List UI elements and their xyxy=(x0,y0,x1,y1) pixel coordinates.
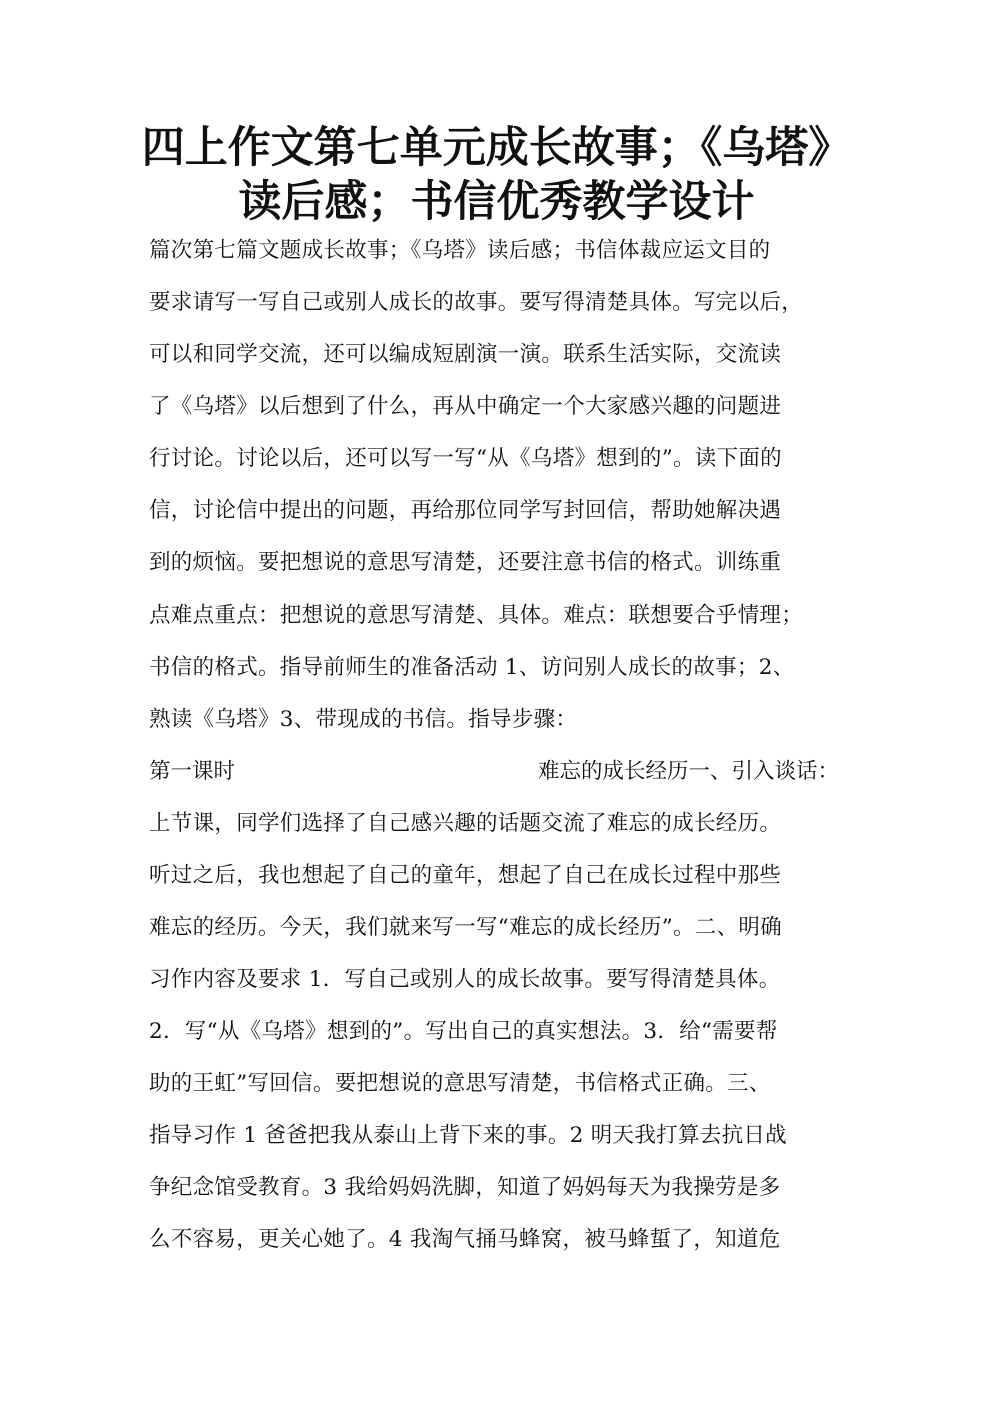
body-text-line: 难忘的经历。今天，我们就来写一写“难忘的成长经历”。二、明确 xyxy=(149,915,782,940)
document-title-line-1: 四上作文第七单元成长故事；《乌塔》 xyxy=(141,123,852,173)
body-text-line: 熟读《乌塔》3、带现成的书信。指导步骤： xyxy=(149,707,578,732)
lesson-label: 第一课时 xyxy=(149,759,236,784)
body-text-line: 2．写“从《乌塔》想到的”。写出自己的真实想法。3．给“需要帮 xyxy=(149,1019,778,1044)
body-text-line: 信，讨论信中提出的问题，再给那位同学写封回信，帮助她解决遇 xyxy=(149,498,782,523)
body-text-line: 书信的格式。指导前师生的准备活动 1、访问别人成长的故事；2、 xyxy=(149,655,795,680)
body-text-line: 可以和同学交流，还可以编成短剧演一演。联系生活实际，交流读 xyxy=(149,342,782,367)
body-text-line: 习作内容及要求 1．写自己或别人的成长故事。要写得清楚具体。 xyxy=(149,967,781,992)
body-text-line: 行讨论。讨论以后，还可以写一写“从《乌塔》想到的”。读下面的 xyxy=(149,446,782,471)
body-text-line: 么不容易，更关心她了。4 我淘气捅马蜂窝，被马蜂蜇了，知道危 xyxy=(149,1227,781,1252)
body-text-line: 助的王虹”写回信。要把想说的意思写清楚，书信格式正确。三、 xyxy=(149,1071,771,1096)
body-text-line: 指导习作 1 爸爸把我从泰山上背下来的事。2 明天我打算去抗日战 xyxy=(149,1123,787,1148)
body-text-line: 到的烦恼。要把想说的意思写清楚，还要注意书信的格式。训练重 xyxy=(149,550,782,575)
body-text-line: 篇次第七篇文题成长故事；《乌塔》读后感；书信体裁应运文目的 xyxy=(149,238,771,263)
body-text-line: 上节课，同学们选择了自己感兴趣的话题交流了难忘的成长经历。 xyxy=(149,811,782,836)
lesson-heading-line xyxy=(149,757,849,787)
lesson-topic: 难忘的成长经历一、引入谈话： xyxy=(538,759,840,784)
body-text-line: 要求请写一写自己或别人成长的故事。要写得清楚具体。写完以后， xyxy=(149,290,804,315)
body-text-line: 点难点重点：把想说的意思写清楚、具体。难点：联想要合乎情理； xyxy=(149,603,804,628)
body-text-line: 争纪念馆受教育。3 我给妈妈洗脚，知道了妈妈每天为我操劳是多 xyxy=(149,1175,781,1200)
body-text-line: 了《乌塔》以后想到了什么，再从中确定一个大家感兴趣的问题进 xyxy=(149,394,782,419)
document-title-line-2: 读后感；书信优秀教学设计 xyxy=(238,177,755,227)
body-text-line: 听过之后，我也想起了自己的童年，想起了自己在成长过程中那些 xyxy=(149,863,782,888)
